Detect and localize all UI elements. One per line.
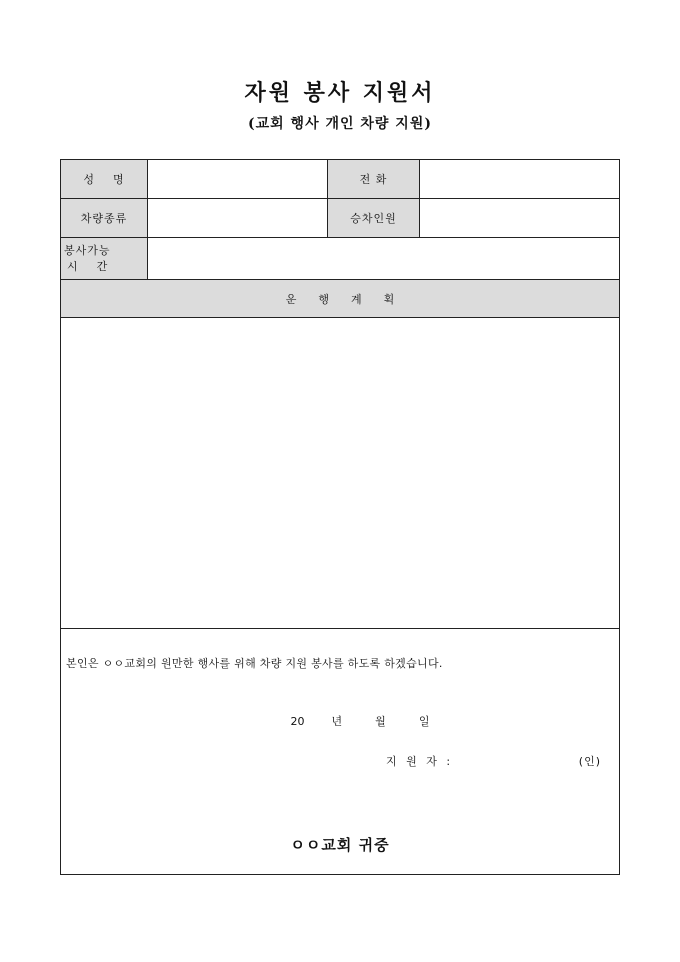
declaration-text: 본인은 ㅇㅇ교회의 원만한 행사를 위해 차량 지원 봉사를 하도록 하겠습니다. [66,657,443,670]
passenger-count-label [328,199,420,238]
operation-plan-header [61,280,619,318]
available-time-label-line1: 봉사가능 [64,243,111,257]
document-subtitle: (교회 행사 개인 차량 지원) [248,116,432,132]
vehicle-type-field[interactable] [148,199,328,238]
operation-plan-header-text: 운행계획 [285,292,417,306]
available-time-label [61,238,148,280]
date-line [61,713,619,729]
date-day-label: 일 [418,715,430,728]
passenger-count-label-text: 승차인원 [350,212,397,225]
recipient-line: ㅇㅇ교회 귀중 [290,836,390,854]
vehicle-type-label-text: 차량종류 [80,212,128,225]
vehicle-type-label [61,199,148,238]
passenger-count-field[interactable] [420,199,619,238]
date-year-prefix: 20 [290,715,305,728]
available-time-label-line2: 시간 [67,259,127,273]
application-form [60,159,620,875]
document-title: 자원 봉사 지원서 [244,80,436,106]
available-time-field[interactable] [148,238,619,280]
seal-label: (인) [578,755,601,768]
name-field[interactable] [148,160,328,199]
date-month-label: 월 [375,715,386,728]
name-label-text: 성 명 [83,173,125,186]
phone-label [328,160,420,199]
operation-plan-field[interactable] [61,318,619,629]
name-label [61,160,148,199]
applicant-label: 지 원 자 : [386,755,454,768]
phone-label-text: 전 화 [359,173,388,186]
date-year-label: 년 [331,715,343,728]
phone-field[interactable] [420,160,619,199]
